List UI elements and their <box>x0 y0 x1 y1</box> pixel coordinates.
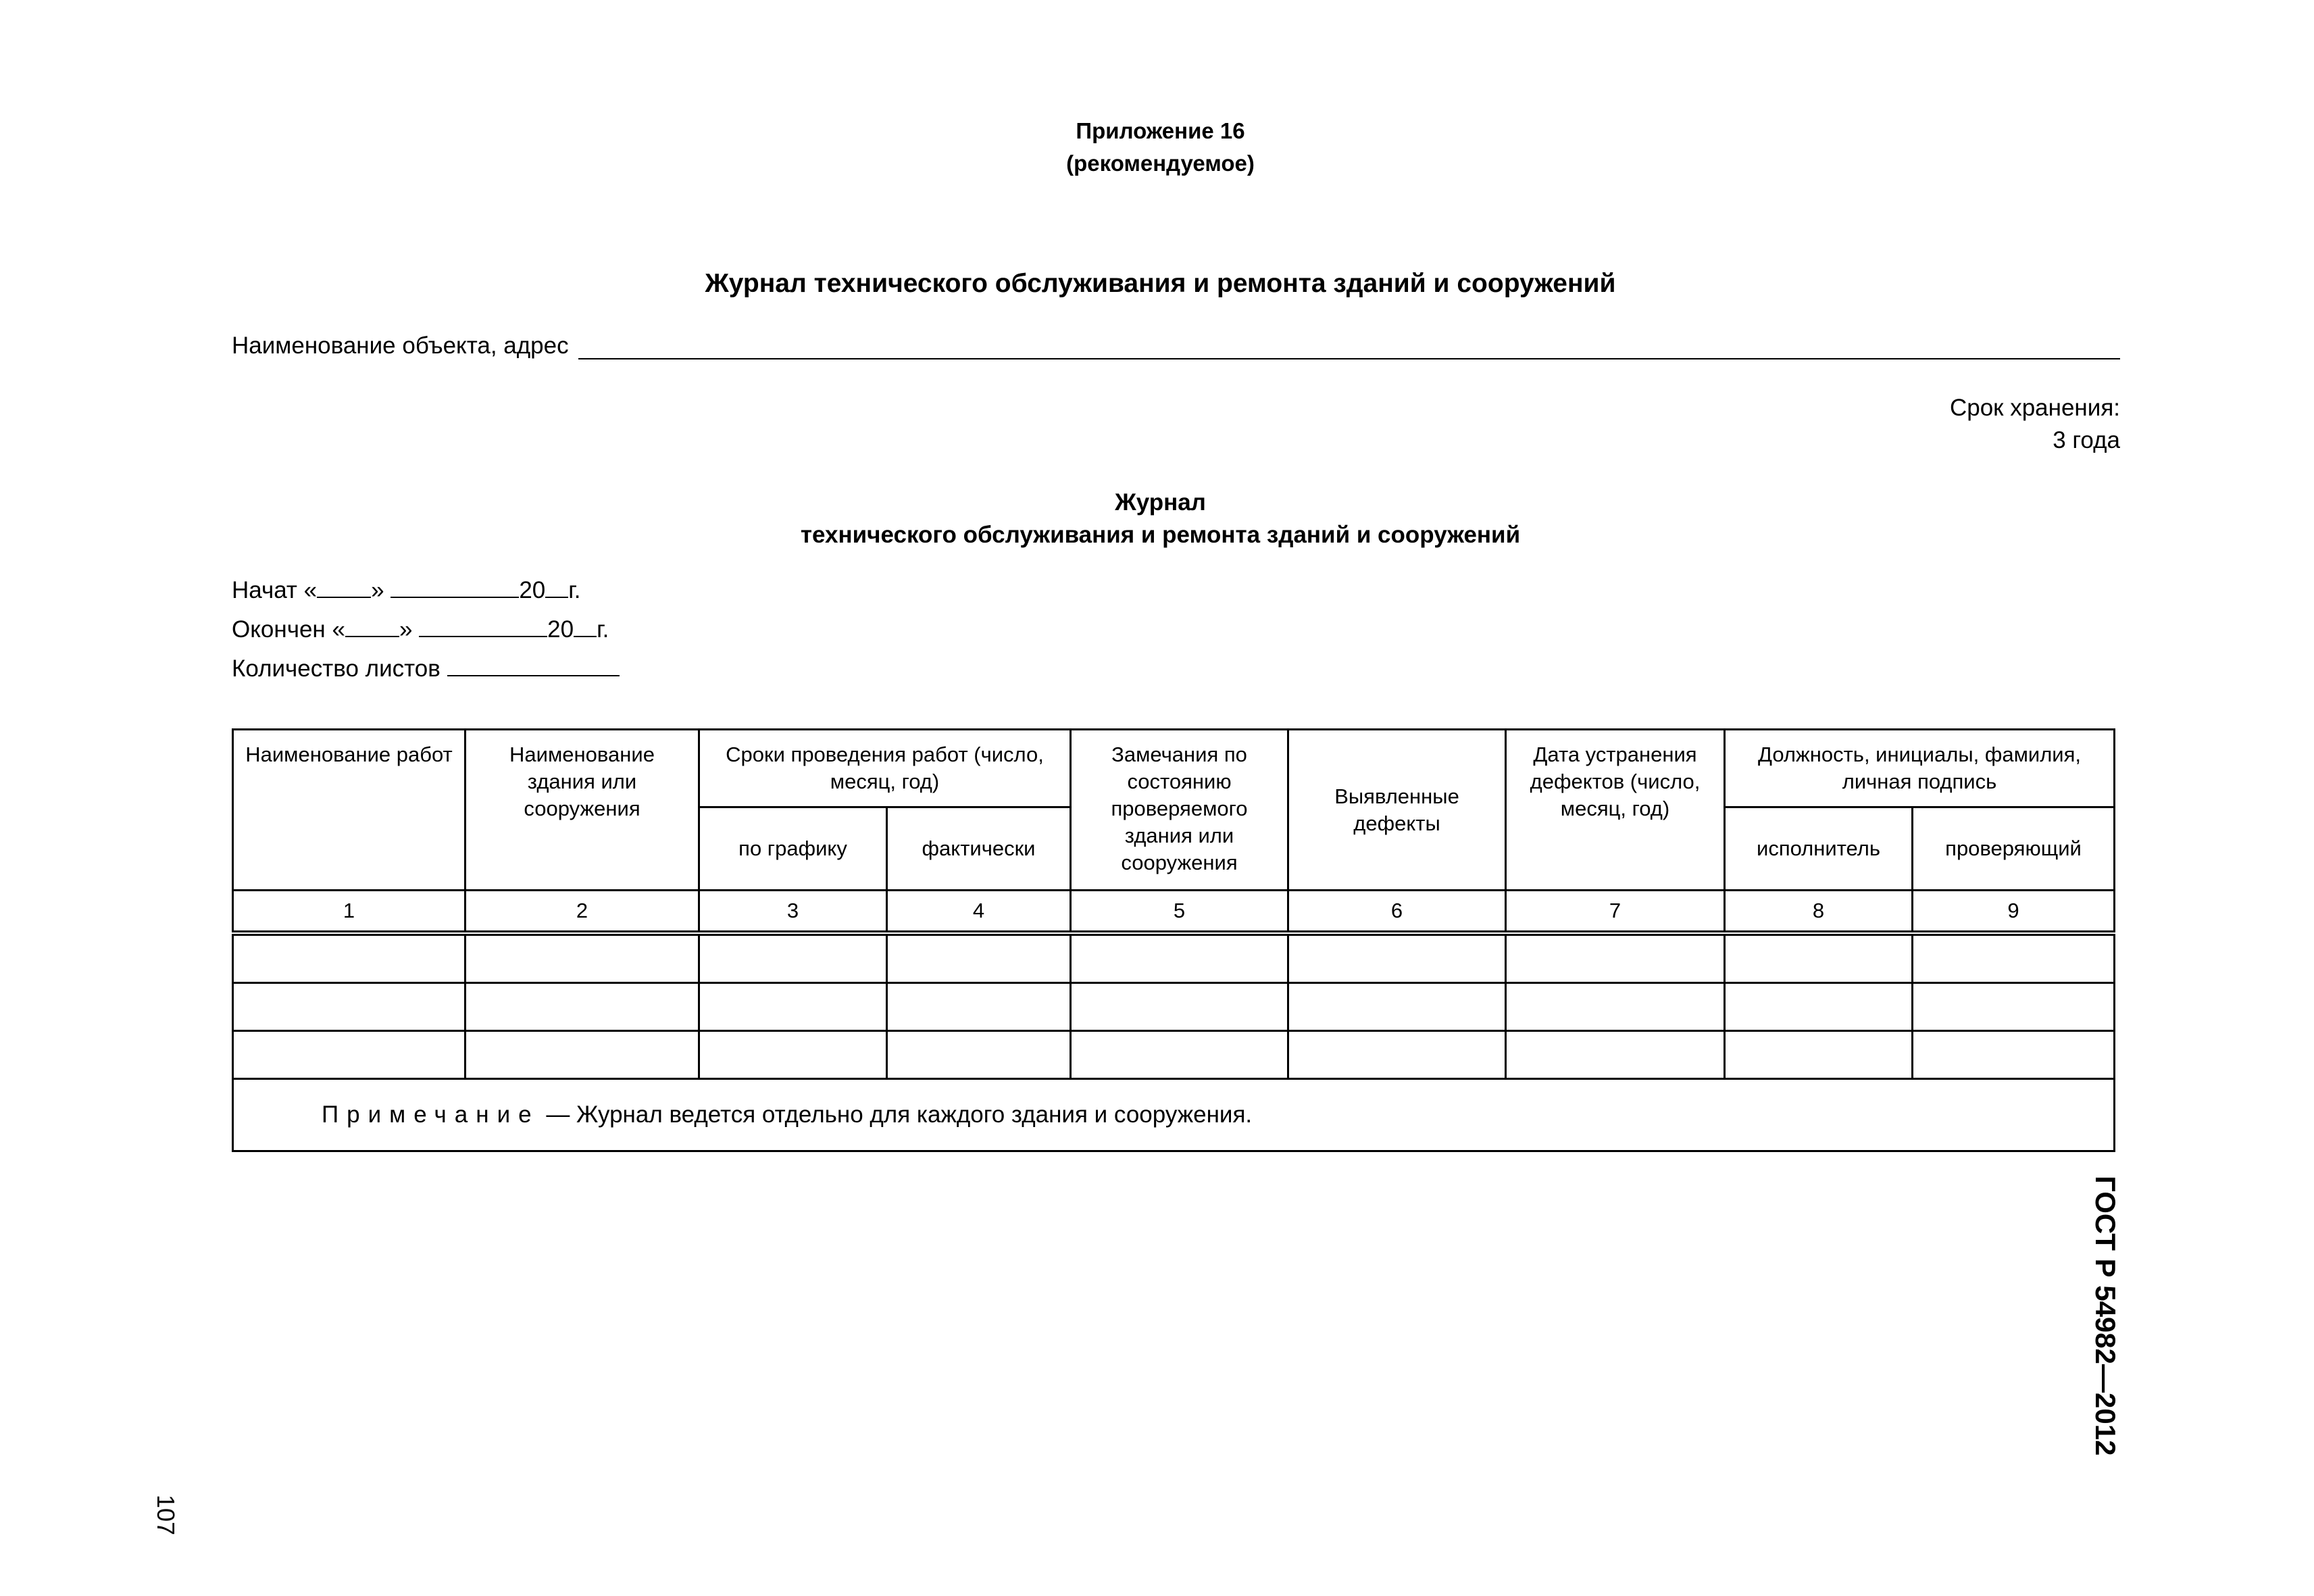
object-name-field <box>232 332 2120 359</box>
table-row <box>233 1031 2115 1079</box>
column-number: 7 <box>1506 891 1725 934</box>
finished-year-blank <box>574 616 597 637</box>
started-line: Начат « » 20 г. <box>232 577 581 603</box>
table-row <box>233 983 2115 1031</box>
column-number: 5 <box>1071 891 1288 934</box>
column-number: 4 <box>887 891 1071 934</box>
header-signature-group: Должность, инициалы, фамилия, личная подпись <box>1725 730 2115 807</box>
header-defects: Выявленные дефекты <box>1288 730 1506 891</box>
note-text: — Журнал ведется отдельно для каждого здания и сооружения. <box>539 1101 1253 1128</box>
column-number: 2 <box>466 891 699 934</box>
document-title: Журнал технического обслуживания и ремонта зданий и сооружений <box>705 269 1616 298</box>
header-remarks: Замечания по состоянию проверяемого здания или сооружения <box>1071 730 1288 891</box>
column-number: 8 <box>1725 891 1913 934</box>
header-executor: исполнитель <box>1725 807 1913 891</box>
column-number: 3 <box>699 891 887 934</box>
finished-day-blank <box>345 616 399 637</box>
header-dates-group: Сроки проведения работ (число, месяц, год) <box>699 730 1071 807</box>
note-label: Примечание <box>322 1101 540 1128</box>
standard-designation: ГОСТ Р 54982—2012 <box>2090 1176 2121 1456</box>
header-planned: по графику <box>699 807 887 891</box>
header-building-name: Наименование здания или сооружения <box>466 730 699 891</box>
journal-title-line2: технического обслуживания и ремонта зданий и сооружений <box>800 522 1521 548</box>
header-work-name: Наименование работ <box>233 730 466 891</box>
header-fix-date: Дата устранения дефектов (число, месяц, год) <box>1506 730 1725 891</box>
appendix-heading <box>0 115 2314 180</box>
appendix-status: (рекомендуемое) <box>1066 151 1255 176</box>
sheets-count-label: Количество листов <box>232 655 441 682</box>
started-month-blank <box>391 576 519 598</box>
page-number: 107 <box>152 1495 180 1536</box>
started-year-blank <box>545 576 568 598</box>
finished-line: Окончен « » 20 г. <box>232 616 609 643</box>
started-day-blank <box>317 576 371 598</box>
finished-month-blank <box>419 616 547 637</box>
table-row <box>233 933 2115 983</box>
object-name-blank <box>578 334 2120 359</box>
header-actual: фактически <box>887 807 1071 891</box>
journal-title-line1: Журнал <box>1115 489 1206 516</box>
column-numbers-row <box>233 891 2115 934</box>
storage-value: 3 года <box>2053 427 2120 453</box>
sheets-count-line <box>232 655 620 682</box>
column-number: 1 <box>233 891 466 934</box>
column-number: 6 <box>1288 891 1506 934</box>
sheets-count-blank <box>447 655 620 676</box>
column-number: 9 <box>1913 891 2115 934</box>
storage-period <box>1950 392 2120 457</box>
table-note <box>233 1079 2115 1151</box>
object-name-label: Наименование объекта, адрес <box>232 332 569 359</box>
storage-label: Срок хранения: <box>1949 395 2120 421</box>
journal-title <box>0 487 2314 551</box>
header-inspector: проверяющий <box>1913 807 2115 891</box>
journal-table <box>232 728 2115 1152</box>
appendix-number: Приложение 16 <box>1076 118 1245 143</box>
